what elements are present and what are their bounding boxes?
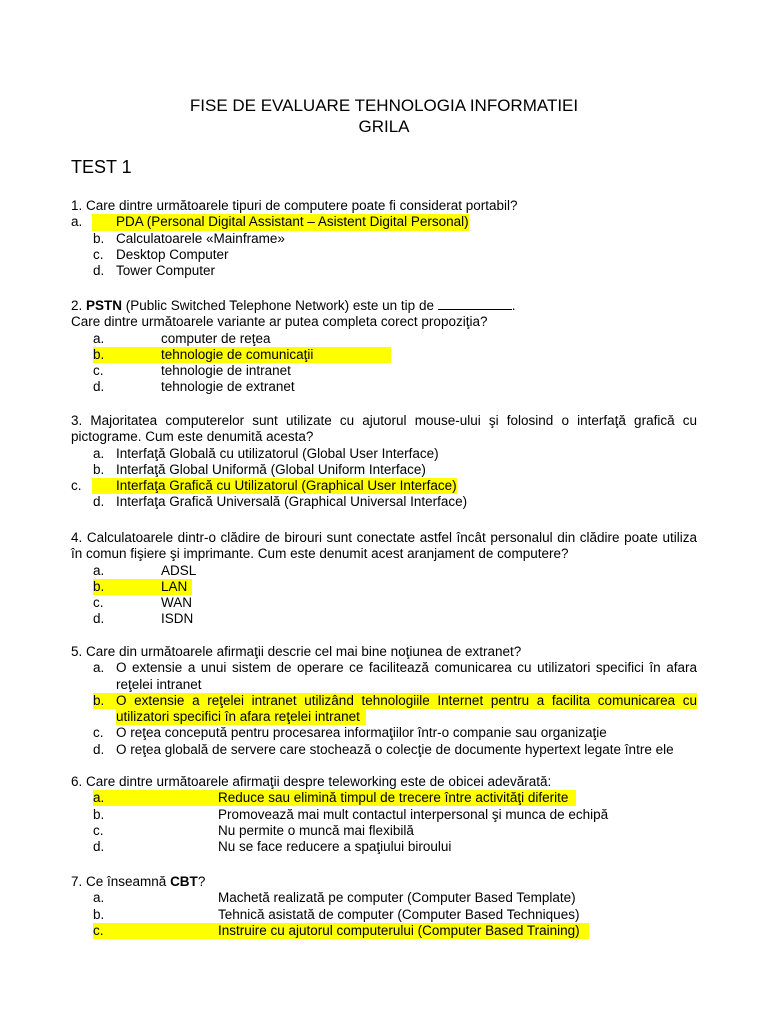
option-b: b. Calculatoarele «Mainframe» (93, 230, 285, 246)
question-stem: 2. PSTN (Public Switched Telephone Network) este un tip de . (71, 298, 516, 313)
option-c: c. tehnologie de intranet (93, 363, 291, 379)
option-b: b. Tehnică asistată de computer (Computer Based Techniques) (93, 906, 580, 922)
option-b: b. Interfaţă Global Uniformă (Global Uniform Interface) (93, 461, 426, 477)
option-a: a. computer de reţea (93, 330, 271, 346)
question-stem: 5. Care din următoarele afirmaţii descrie cel mai bine noţiunea de extranet? (71, 644, 522, 659)
option-b: b. O extensie a reţelei intranet utilizând tehnologiile Internet pentru a facilita comunicarea cu utilizatori specifici în afara reţelei intranet (93, 692, 697, 725)
option-c: c. Desktop Computer (93, 246, 229, 262)
option-d: d. O reţea globală de servere care stochează o colecţie de documente hypertext legate între ele (93, 741, 674, 757)
question-7 (71, 874, 697, 939)
question-stem: 3. Majoritatea computerelor sunt utilizate cu ajutorul mouse-ului şi folosind o interfaţă grafică cu pictograme. Cum este denumită acesta? (71, 413, 697, 445)
option-c: c. Nu permite o muncă mai flexibilă (93, 822, 414, 838)
question-3 (71, 413, 697, 511)
option-b: b. LAN (71, 579, 697, 595)
option-c: c. WAN (93, 595, 192, 611)
question-stem: 4. Calculatoarele dintr-o clădire de birouri sunt conectate astfel încât personalul din clădire poate utiliza în comun fişiere şi imprimante. Cum este denumit acest aranjament de computere? (71, 530, 697, 562)
question-6 (71, 774, 697, 855)
question-5 (71, 644, 697, 758)
test-heading: TEST 1 (71, 157, 132, 177)
option-d: d. Interfaţa Grafică Universală (Graphical Universal Interface) (93, 494, 468, 510)
question-stem: 7. Ce înseamnă CBT? (71, 874, 206, 889)
option-c: c. O reţea concepută pentru procesarea informaţiilor într-o companie sau organizaţie (93, 725, 607, 741)
question-stem: 1. Care dintre următoarele tipuri de computere poate fi considerat portabil? (71, 198, 518, 213)
document-subtitle: GRILA (358, 117, 410, 136)
question-4 (71, 530, 697, 628)
question-2 (71, 297, 697, 396)
option-a: a. Machetă realizată pe computer (Computer Based Template) (93, 890, 576, 906)
option-d: d. Nu se face reducere a spaţiului biroului (93, 839, 452, 855)
option-a: a. Interfaţă Globală cu utilizatorul (Global User Interface) (93, 445, 439, 461)
option-a: a. PDA (Personal Digital Assistant – Asistent Digital Personal) (71, 214, 469, 230)
document-title: FISE DE EVALUARE TEHNOLOGIA INFORMATIEI (189, 96, 579, 115)
option-d: d. ISDN (93, 611, 194, 627)
option-c: c. Interfaţa Grafică cu Utilizatorul (Graphical User Interface) (71, 478, 457, 494)
option-a: a. Reduce sau elimină timpul de trecere între activităţi diferite (71, 790, 697, 806)
option-b: b. Promovează mai mult contactul interpersonal şi munca de echipă (93, 806, 609, 822)
option-b: b. tehnologie de comunicaţii (71, 347, 697, 363)
option-d: d. Tower Computer (93, 263, 216, 279)
option-a: a. ADSL (93, 562, 197, 578)
blank-line (438, 297, 512, 310)
question-prompt: Care dintre următoarele variante ar putea completa corect propoziţia? (71, 314, 488, 330)
option-d: d. tehnologie de extranet (93, 379, 295, 395)
question-stem: 6. Care dintre următoarele afirmaţii despre teleworking este de obicei adevărată: (71, 774, 552, 789)
option-c: c. Instruire cu ajutorul computerului (Computer Based Training) (71, 923, 697, 939)
option-a: a. O extensie a unui sistem de operare ce facilitează comunicarea cu utilizatori specifici în afara reţelei intranet (93, 660, 697, 692)
question-1 (71, 198, 697, 279)
